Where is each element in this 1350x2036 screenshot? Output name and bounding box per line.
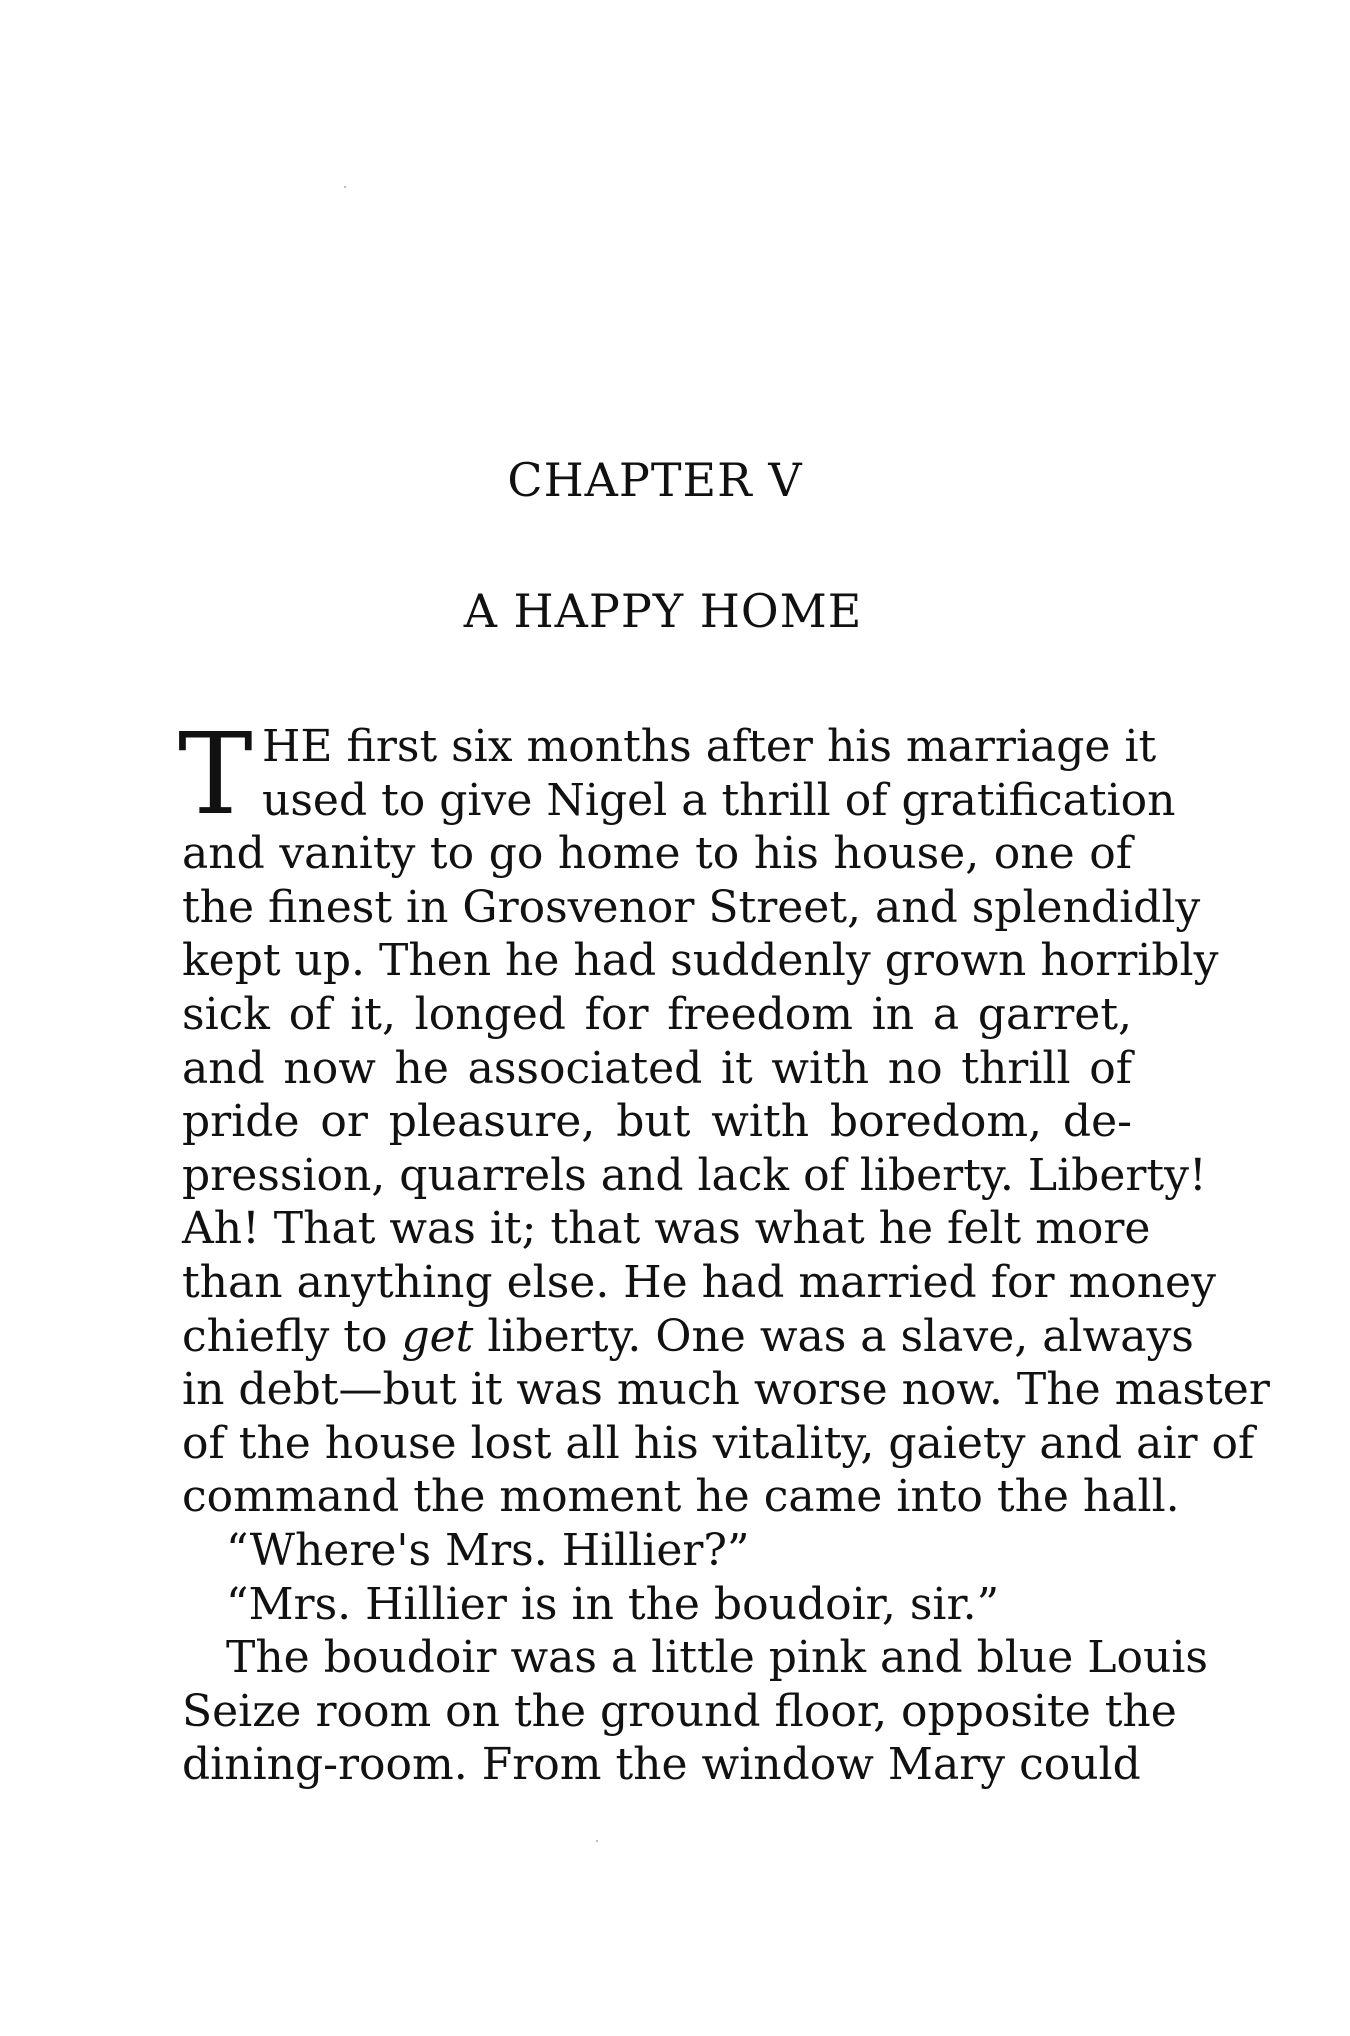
text-line: Seize room on the ground floor, opposite the bbox=[182, 1685, 1177, 1737]
chapter-number: CHAPTER V bbox=[507, 453, 803, 507]
text-line: HE first six months after his marriage it bbox=[262, 721, 1157, 772]
text-line: sick of it, longed for freedom in a garret, bbox=[182, 988, 1132, 1040]
text-line: used to give Nigel a thrill of gratification bbox=[262, 774, 1176, 826]
drop-cap: T bbox=[178, 710, 253, 840]
text-line: than anything else. He had married for money bbox=[182, 1256, 1216, 1308]
chapter-title: A HAPPY HOME bbox=[463, 584, 863, 638]
text-line: in debt—but it was much worse now. The master bbox=[182, 1364, 1270, 1416]
text-segment: liberty. One was a slave, always bbox=[473, 1310, 1194, 1362]
text-line: of the house lost all his vitality, gaiety and air of bbox=[182, 1417, 1255, 1469]
text-line: and vanity to go home to his house, one of bbox=[182, 828, 1132, 880]
dialogue-line: “Mrs. Hillier is in the boudoir, sir.” bbox=[226, 1578, 1000, 1630]
paper-speck bbox=[596, 1840, 598, 1842]
text-segment: chiefly to bbox=[182, 1310, 402, 1362]
first-paragraph-opening bbox=[178, 710, 1176, 840]
text-line: pride or pleasure, but with boredom, de- bbox=[182, 1096, 1132, 1148]
paper-speck bbox=[344, 186, 346, 188]
text-line: Ah! That was it; that was what he felt more bbox=[182, 1203, 1151, 1255]
text-line: the finest in Grosvenor Street, and splendidly bbox=[182, 881, 1201, 933]
body-text bbox=[178, 710, 1270, 1792]
text-line: command the moment he came into the hall. bbox=[182, 1471, 1180, 1523]
dialogue-line: “Where's Mrs. Hillier?” bbox=[226, 1524, 750, 1576]
text-line: and now he associated it with no thrill of bbox=[182, 1042, 1132, 1094]
text-line: pression, quarrels and lack of liberty. Liberty! bbox=[182, 1149, 1207, 1201]
text-line-with-emphasis bbox=[182, 1310, 1194, 1364]
text-line: The boudoir was a little pink and blue Louis bbox=[226, 1632, 1208, 1684]
emphasized-word: get bbox=[401, 1310, 474, 1362]
text-line: kept up. Then he had suddenly grown horribly bbox=[182, 935, 1219, 987]
text-line: dining-room. From the window Mary could bbox=[182, 1739, 1141, 1791]
